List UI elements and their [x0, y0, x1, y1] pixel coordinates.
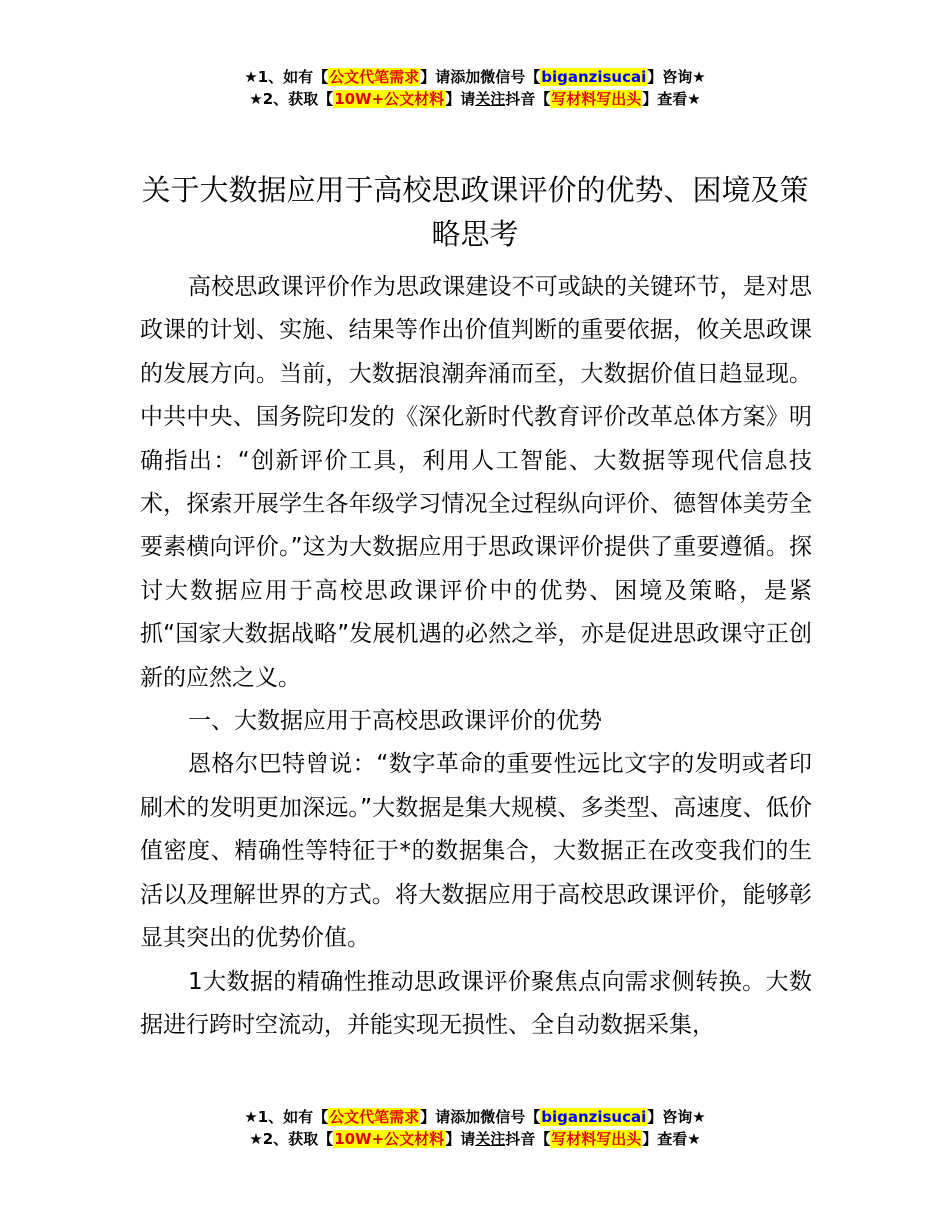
footer-banner	[0, 1106, 950, 1150]
highlight-service: 公文代笔需求	[329, 1108, 420, 1126]
banner-line-1: ★1、如有【公文代笔需求】请添加微信号【biganzisucai】咨询★	[244, 68, 706, 86]
highlight-service: 公文代笔需求	[329, 68, 420, 86]
highlight-wechat-id: biganzisucai	[541, 1108, 647, 1126]
highlight-materials: 10W+公文材料	[334, 1130, 445, 1148]
banner-line-2: ★2、获取【10W+公文材料】请关注抖音【写材料写出头】查看★	[249, 90, 701, 108]
paragraph-advantages: 恩格尔巴特曾说：“数字革命的重要性远比文字的发明或者印刷术的发明更加深远。”大数据是集大规模、多类型、高速度、低价值密度、精确性等特征于*的数据集合，大数据正在改变我们的生活以及理解世界的方式。将大数据应用于高校思政课评价，能够彰显其突出的优势价值。	[140, 751, 812, 952]
section-heading-1: 一、大数据应用于高校思政课评价的优势	[188, 708, 602, 735]
paragraph-intro: 高校思政课评价作为思政课建设不可或缺的关键环节，是对思政课的计划、实施、结果等作出价值判断的重要依据，攸关思政课的发展方向。当前，大数据浪潮奔涌而至，大数据价值日趋显现。中共中央、国务院印发的《深化新时代教育评价改革总体方案》明确指出：“创新评价工具，利用人工智能、大数据等现代信息技术，探索开展学生各年级学习情况全过程纵向评价、德智体美劳全要素横向评价。”这为大数据应用于思政课评价提供了重要遵循。探讨大数据应用于高校思政课评价中的优势、困境及策略，是紧抓“国家大数据战略”发展机遇的必然之举，亦是促进思政课守正创新的应然之义。	[140, 274, 812, 691]
underline-follow: 关注	[475, 90, 506, 108]
document-title: 关于大数据应用于高校思政课评价的优势、困境及策略思考	[141, 173, 809, 251]
highlight-materials: 10W+公文材料	[334, 90, 445, 108]
highlight-douyin: 写材料写出头	[551, 1130, 642, 1148]
banner-line-2: ★2、获取【10W+公文材料】请关注抖音【写材料写出头】查看★	[249, 1130, 701, 1148]
highlight-wechat-id: biganzisucai	[541, 68, 647, 86]
document-body	[140, 266, 812, 1047]
underline-follow: 关注	[475, 1130, 506, 1148]
banner-line-1: ★1、如有【公文代笔需求】请添加微信号【biganzisucai】咨询★	[244, 1108, 706, 1126]
paragraph-point-1: 1大数据的精确性推动思政课评价聚焦点向需求侧转换。大数据进行跨时空流动，并能实现无损性、全自动数据采集，	[140, 968, 812, 1038]
header-banner	[0, 66, 950, 110]
highlight-douyin: 写材料写出头	[551, 90, 642, 108]
